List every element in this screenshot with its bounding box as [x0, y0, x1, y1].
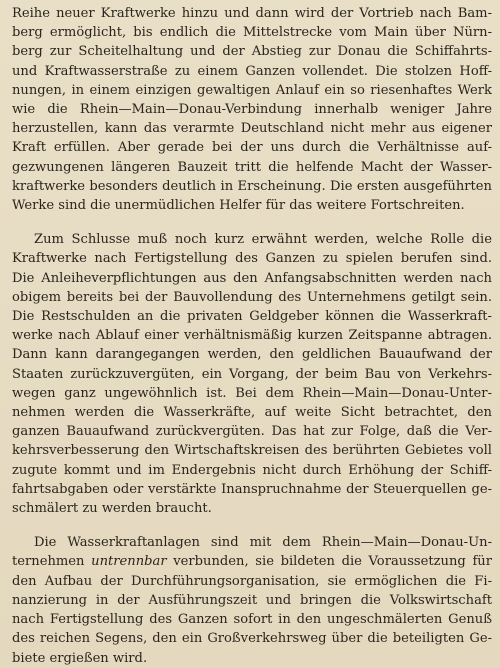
text-line: Staaten zurückzuvergüten, ein Vorgang, der beim Bau von Verkehrs- [12, 366, 492, 382]
emphasized-word: untrennbar [91, 554, 167, 570]
text-line: herzustellen, kann das verarmte Deutschland nicht mehr aus eigener [12, 121, 492, 137]
text-line: des reichen Segens, den ein Großverkehrsweg über die beteiligten Ge- [12, 631, 492, 647]
paragraph-gap [12, 215, 492, 230]
text-line: Kraftwerke nach Fertigstellung des Ganzen zu spielen berufen sind. [12, 251, 492, 267]
text-line: biete ergießen wird. [12, 650, 148, 666]
text-line: zugute kommt und im Endergebnis nicht durch Erhöhung der Schiff- [12, 462, 492, 478]
text-line: nungen, in einem einzigen gewaltigen Anlauf ein so riesenhaftes Werk [12, 82, 492, 98]
text-segment: ternehmen [12, 554, 92, 570]
text-line: Dann kann darangegangen werden, den geldlichen Bauaufwand der [12, 347, 492, 363]
text-line: wegen ganz ungewöhnlich ist. Bei dem Rhein—Main—Donau-Unter- [12, 385, 492, 401]
text-line: Kraft erfüllen. Aber gerade bei der uns durch die Verhältnisse auf- [12, 140, 492, 156]
paragraph-1 [12, 4, 492, 215]
text-line: Zum Schlusse muß noch kurz erwähnt werden, welche Rolle die [34, 232, 492, 248]
text-line: obigem bereits bei der Bauvollendung des Unternehmens getilgt sein. [12, 289, 492, 305]
text-line: werke nach Ablauf einer verhältnismäßig kurzen Zeitspanne abtragen. [12, 328, 492, 344]
text-line-with-emphasis [12, 552, 492, 571]
text-line: Die Wasserkraftanlagen sind mit dem Rhein—Main—Donau-Un- [34, 535, 492, 551]
text-line: kraftwerke besonders deutlich in Erscheinung. Die ersten ausgeführten [12, 178, 492, 194]
paragraph-2 [12, 230, 492, 518]
text-line: ganzen Bauaufwand zurückvergüten. Das hat zur Folge, daß die Ver- [12, 424, 492, 440]
text-line: berg ermöglicht, bis endlich die Mittelstrecke vom Main über Nürn- [12, 25, 492, 41]
paragraph-gap [12, 518, 492, 533]
text-line: nach Fertigstellung des Ganzen sofort in den ungeschmälerten Genuß [12, 612, 492, 628]
text-line: Die Anleiheverpflichtungen aus den Anfangsabschnitten werden nach [12, 270, 492, 286]
text-line: nanzierung in der Ausführungszeit und bringen die Volkswirtschaft [12, 592, 492, 608]
paragraph-3 [12, 533, 492, 667]
text-line: gezwungenen längeren Bauzeit tritt die helfende Macht der Wasser- [12, 159, 492, 175]
text-line: Die Restschulden an die privaten Geldgeber können die Wasserkraft- [12, 309, 492, 325]
text-segment: verbunden, sie bildeten die Voraussetzung für [166, 554, 492, 570]
text-line: kehrsverbesserung den Wirtschaftskreisen des berührten Gebietes voll [12, 443, 492, 459]
text-line: und Kraftwasserstraße zu einem Ganzen vollendet. Die stolzen Hoff- [12, 63, 492, 79]
text-line: Reihe neuer Kraftwerke hinzu und dann wird der Vortrieb nach Bam- [12, 6, 492, 21]
text-line: wie die Rhein—Main—Donau-Verbindung innerhalb weniger Jahre [12, 102, 492, 118]
text-line: nehmen werden die Wasserkräfte, auf weite Sicht betrachtet, den [12, 405, 492, 421]
text-line: den Aufbau der Durchführungsorganisation, sie ermöglichen die Fi- [12, 573, 492, 589]
text-line: fahrtsabgaben oder verstärkte Inanspruchnahme der Steuerquellen ge- [12, 481, 492, 497]
text-line: schmälert zu werden braucht. [12, 501, 212, 517]
text-line: berg zur Scheitelhaltung und der Abstieg zur Donau die Schiffahrts- [12, 44, 492, 60]
text-line: Werke sind die unermüdlichen Helfer für das weitere Fortschreiten. [12, 198, 465, 214]
